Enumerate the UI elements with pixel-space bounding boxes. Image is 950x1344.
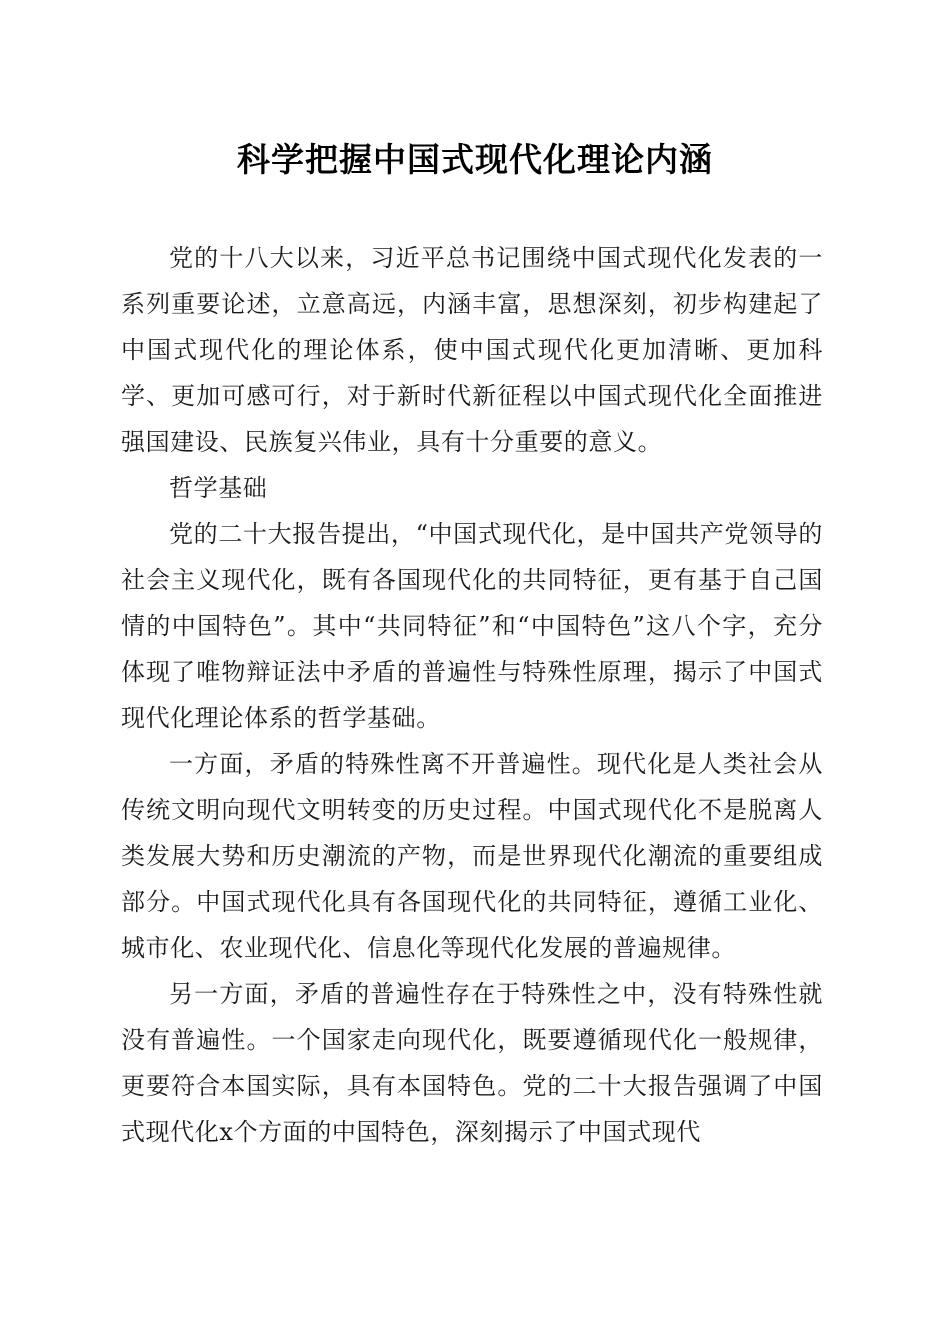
document-body <box>121 235 823 1155</box>
paragraph-intro: 党的十八大以来，习近平总书记围绕中国式现代化发表的一系列重要论述，立意高远，内涵丰富，思想深刻，初步构建起了中国式现代化的理论体系，使中国式现代化更加清晰、更加科学、更加可感可行，对于新时代新征程以中国式现代化全面推进强国建设、民族复兴伟业，具有十分重要的意义。 <box>121 244 823 456</box>
paragraph-report: 党的二十大报告提出，“中国式现代化，是中国共产党领导的社会主义现代化，既有各国现代化的共同特征，更有基于自己国情的中国特色”。其中“共同特征”和“中国特色”这八个字，充分体现了唯物辩证法中矛盾的普遍性与特殊性原理，揭示了中国式现代化理论体系的哲学基础。 <box>121 520 823 732</box>
document-title: 科学把握中国式现代化理论内涵 <box>237 140 713 179</box>
paragraph-one-side: 一方面，矛盾的特殊性离不开普遍性。现代化是人类社会从传统文明向现代文明转变的历史过程。中国式现代化不是脱离人类发展大势和历史潮流的产物，而是世界现代化潮流的重要组成部分。中国式现代化具有各国现代化的共同特征，遵循工业化、城市化、农业现代化、信息化等现代化发展的普遍规律。 <box>121 750 823 962</box>
section-heading: 哲学基础 <box>169 474 268 502</box>
paragraph-other-side: 另一方面，矛盾的普遍性存在于特殊性之中，没有特殊性就没有普遍性。一个国家走向现代化，既要遵循现代化一般规律，更要符合本国实际，具有本国特色。党的二十大报告强调了中国式现代化x个方面的中国特色，深刻揭示了中国式现代 <box>121 980 823 1146</box>
